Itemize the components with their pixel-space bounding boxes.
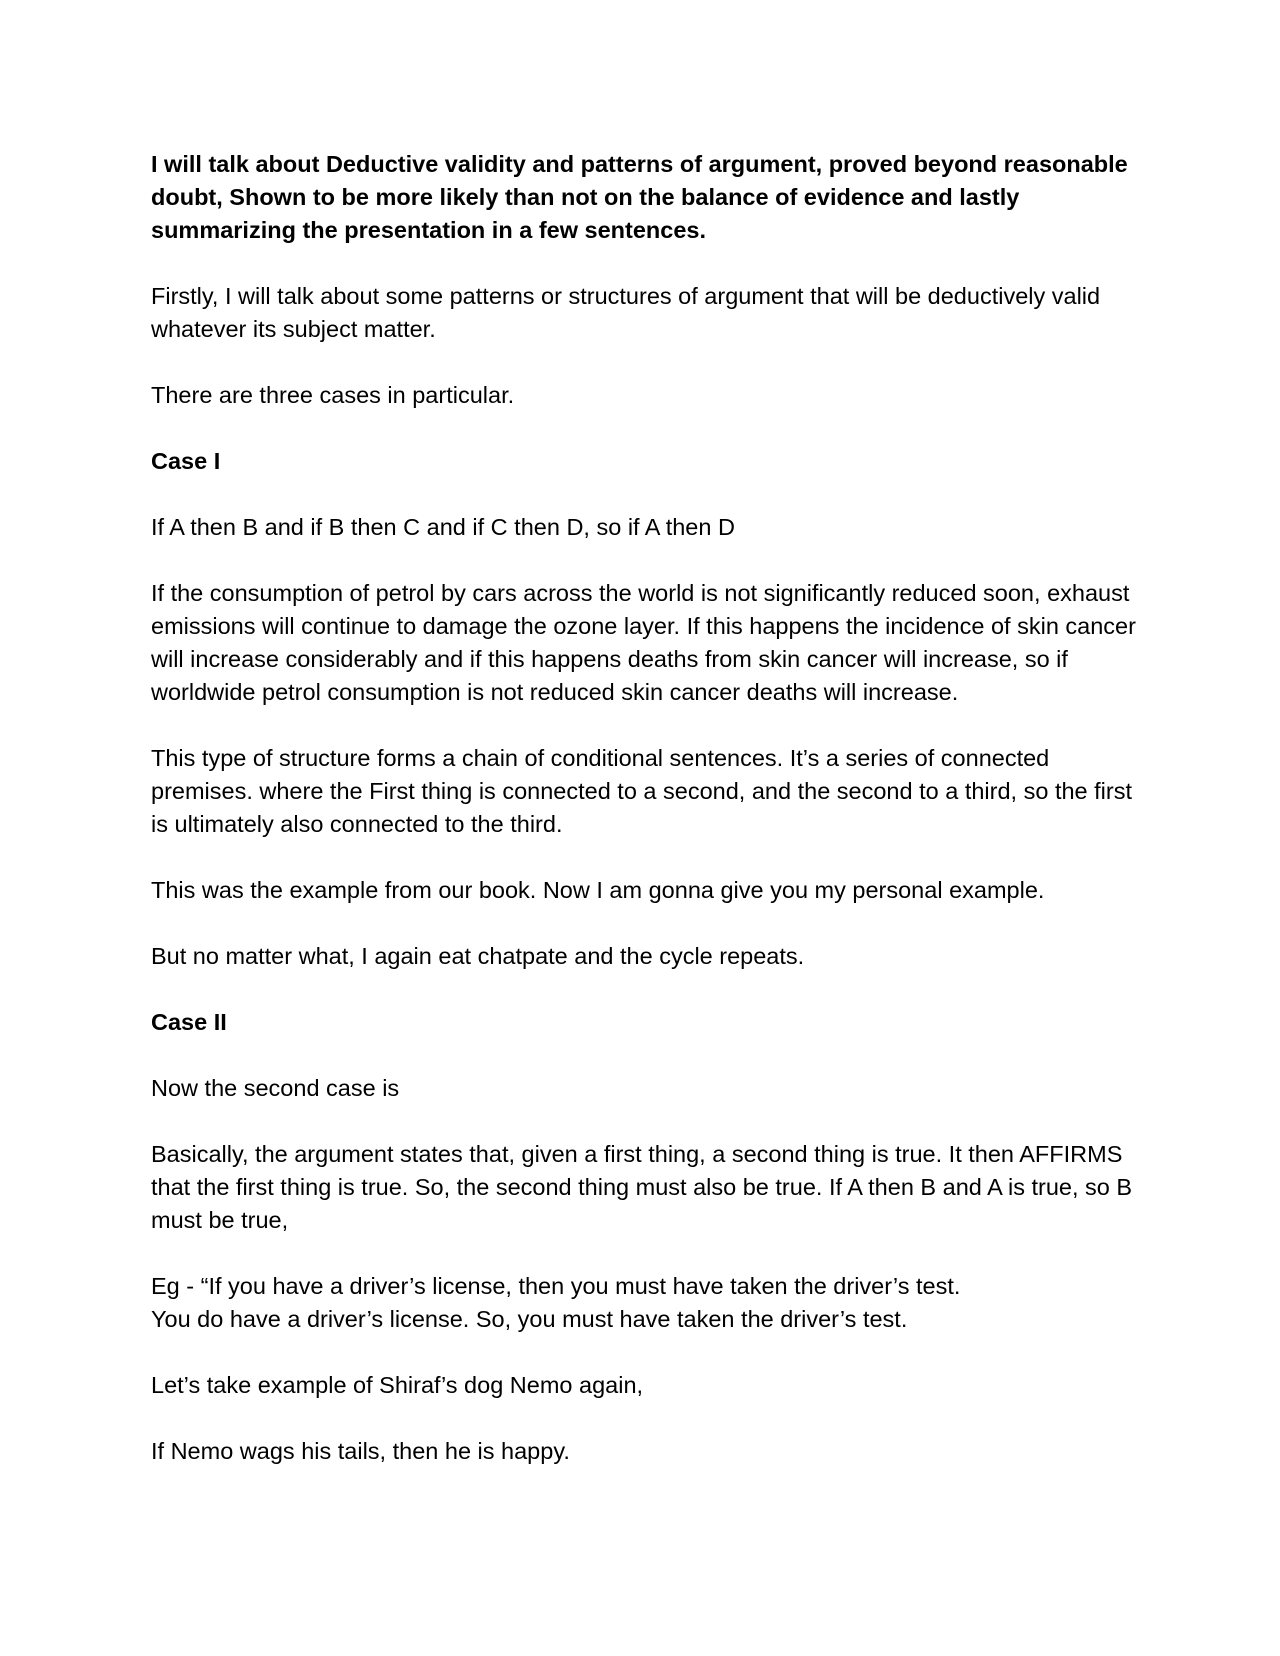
- case-2-intro: Now the second case is: [151, 1075, 400, 1101]
- case-2-explanation: Basically, the argument states that, given a first thing, a second thing is true. It then AFFIRMS that the first thing is true. So, the second thing must also be true. If A then B and A is true, so B must be true,: [151, 1141, 1133, 1233]
- case-1-heading: Case I: [151, 448, 221, 474]
- paragraph-three-cases: There are three cases in particular.: [151, 382, 515, 408]
- paragraph-firstly: Firstly, I will talk about some patterns or structures of argument that will be deductively valid whatever its subject matter.: [151, 283, 1101, 342]
- case-2-nemo-premise: If Nemo wags his tails, then he is happy.: [151, 1438, 570, 1464]
- intro-paragraph: I will talk about Deductive validity and patterns of argument, proved beyond reasonable doubt, Shown to be more likely than not on the balance of evidence and lastly summarizing the presentation in a few sentences.: [151, 151, 1128, 243]
- case-1-formula: If A then B and if B then C and if C then D, so if A then D: [151, 514, 735, 540]
- case-2-heading: Case II: [151, 1009, 227, 1035]
- case-2-example-line-2: You do have a driver’s license. So, you must have taken the driver’s test.: [151, 1306, 908, 1332]
- case-1-explanation: This type of structure forms a chain of conditional sentences. It’s a series of connected premises. where the First thing is connected to a second, and the second to a third, so the first is ultimately also connected to the third.: [151, 745, 1132, 837]
- case-2-example-line-1: Eg - “If you have a driver’s license, then you must have taken the driver’s test.: [151, 1273, 961, 1299]
- case-1-book-note: This was the example from our book. Now I am gonna give you my personal example.: [151, 877, 1045, 903]
- case-1-personal-example: But no matter what, I again eat chatpate and the cycle repeats.: [151, 943, 805, 969]
- case-1-example: If the consumption of petrol by cars across the world is not significantly reduced soon, exhaust emissions will continue to damage the ozone layer. If this happens the incidence of skin cancer will increase considerably and if this happens deaths from skin cancer will increase, so if worldwide petrol consumption is not reduced skin cancer deaths will increase.: [151, 580, 1136, 705]
- document-body: [151, 148, 1141, 1501]
- case-2-nemo-intro: Let’s take example of Shiraf’s dog Nemo again,: [151, 1372, 644, 1398]
- case-2-example: [151, 1270, 1141, 1336]
